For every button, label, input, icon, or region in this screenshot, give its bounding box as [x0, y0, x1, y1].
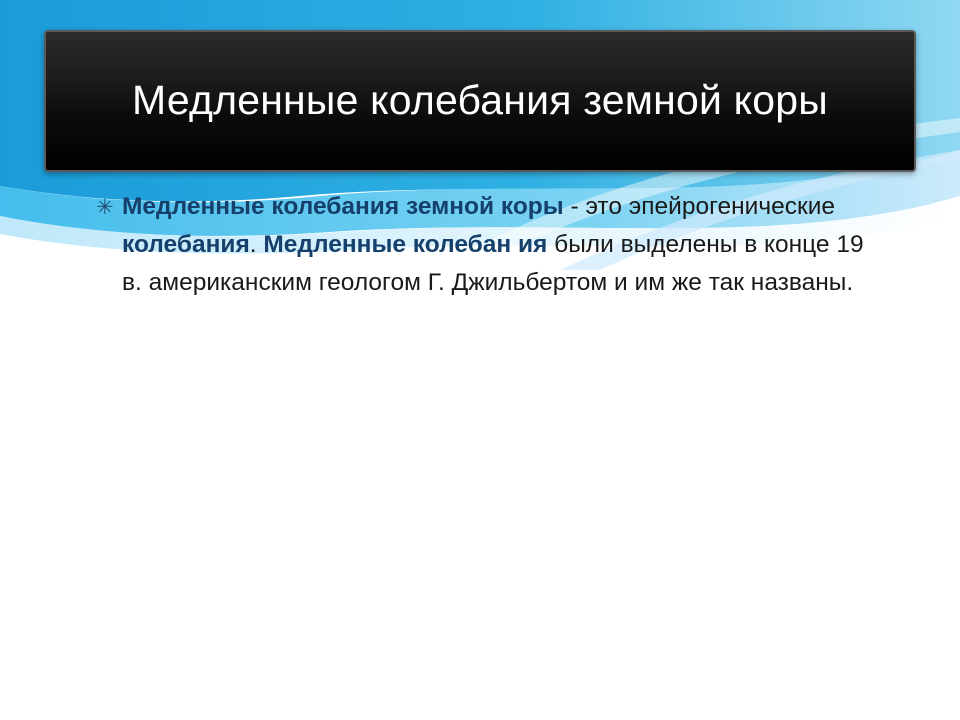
- slide-body: [96, 188, 886, 302]
- page-title: Медленные колебания земной коры: [132, 77, 828, 124]
- list-item: [96, 188, 886, 302]
- text-run-3: .: [249, 231, 264, 258]
- bullet-marker-icon: ✳: [96, 195, 114, 219]
- text-run-5: были выделены в конце 19 в. американским геологом Г. Джильбертом и им же так названы.: [122, 231, 864, 296]
- slide-title-box: [44, 30, 916, 172]
- text-run-1: - это эпейрогенические: [563, 193, 836, 220]
- bullet-paragraph: [122, 188, 886, 302]
- text-run-4: Медленные колебан ия: [263, 231, 548, 258]
- text-run-0: Медленные колебания земной коры: [122, 193, 564, 220]
- text-run-2: колебания: [122, 231, 250, 258]
